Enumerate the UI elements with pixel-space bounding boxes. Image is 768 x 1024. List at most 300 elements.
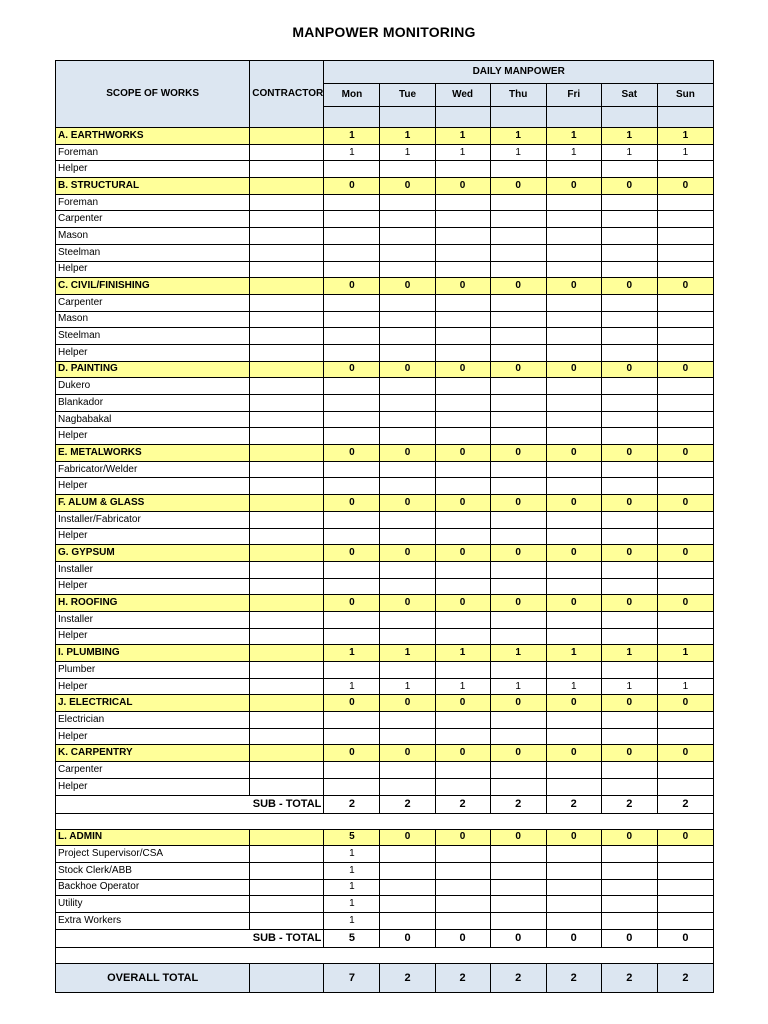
value-cell (380, 862, 435, 879)
contractor-cell (250, 578, 324, 595)
value-cell: 0 (435, 445, 490, 462)
value-cell (490, 862, 546, 879)
value-cell (324, 428, 380, 445)
value-cell (601, 311, 657, 328)
value-cell (380, 879, 435, 896)
contractor-cell (250, 461, 324, 478)
item-row (56, 144, 714, 161)
day-header-blank (324, 107, 380, 128)
value-cell (601, 478, 657, 495)
value-cell: 1 (324, 128, 380, 145)
contractor-cell (250, 695, 324, 712)
value-cell: 0 (380, 545, 435, 562)
value-cell (657, 478, 713, 495)
value-cell: 0 (435, 695, 490, 712)
value-cell (324, 528, 380, 545)
page-title: MANPOWER MONITORING (292, 24, 476, 40)
item-row (56, 662, 714, 679)
overall-total-value: 2 (380, 963, 435, 992)
value-cell: 0 (546, 361, 601, 378)
value-cell: 0 (546, 745, 601, 762)
value-cell: 0 (435, 361, 490, 378)
value-cell: 0 (601, 545, 657, 562)
value-cell (380, 511, 435, 528)
value-cell (657, 378, 713, 395)
value-cell: 1 (324, 879, 380, 896)
contractor-cell (250, 445, 324, 462)
value-cell: 0 (601, 178, 657, 195)
value-cell: 0 (546, 278, 601, 295)
manpower-table (55, 60, 714, 993)
value-cell: 0 (380, 695, 435, 712)
item-row-label: Helper (56, 628, 250, 645)
value-cell (546, 261, 601, 278)
value-cell (380, 912, 435, 929)
value-cell (546, 294, 601, 311)
value-cell (324, 712, 380, 729)
value-cell (657, 578, 713, 595)
value-cell (380, 244, 435, 261)
value-cell (435, 611, 490, 628)
value-cell (601, 395, 657, 412)
contractor-cell (250, 278, 324, 295)
value-cell (657, 611, 713, 628)
value-cell (435, 846, 490, 863)
value-cell (435, 411, 490, 428)
value-cell: 0 (324, 361, 380, 378)
value-cell (546, 912, 601, 929)
item-row-label: Dukero (56, 378, 250, 395)
value-cell (380, 294, 435, 311)
item-row-label: Helper (56, 261, 250, 278)
value-cell (380, 228, 435, 245)
item-row-label: Nagbabakal (56, 411, 250, 428)
value-cell (490, 728, 546, 745)
value-cell: 1 (324, 144, 380, 161)
value-cell (546, 228, 601, 245)
value-cell: 0 (435, 595, 490, 612)
item-row-label: Carpenter (56, 294, 250, 311)
value-cell: 0 (601, 361, 657, 378)
value-cell (657, 846, 713, 863)
day-header-tue: Tue (380, 84, 435, 107)
category-row-label: H. ROOFING (56, 595, 250, 612)
item-row-label: Installer/Fabricator (56, 511, 250, 528)
value-cell: 0 (324, 545, 380, 562)
category-row (56, 645, 714, 662)
item-row (56, 678, 714, 695)
category-row-label: G. GYPSUM (56, 545, 250, 562)
value-cell (435, 879, 490, 896)
subtotal-value: 2 (657, 795, 713, 813)
item-row (56, 228, 714, 245)
daily-manpower-header: DAILY MANPOWER (324, 61, 714, 84)
value-cell (490, 561, 546, 578)
value-cell: 1 (490, 678, 546, 695)
day-header-blank (657, 107, 713, 128)
item-row (56, 912, 714, 929)
value-cell (324, 778, 380, 795)
subtotal-value: 2 (601, 795, 657, 813)
value-cell: 0 (657, 278, 713, 295)
item-row (56, 728, 714, 745)
item-row-label: Steelman (56, 328, 250, 345)
item-row-label: Helper (56, 778, 250, 795)
value-cell (546, 478, 601, 495)
value-cell (435, 712, 490, 729)
item-row-label: Fabricator/Welder (56, 461, 250, 478)
value-cell (546, 628, 601, 645)
value-cell (380, 378, 435, 395)
value-cell (380, 896, 435, 913)
value-cell (601, 244, 657, 261)
value-cell (435, 862, 490, 879)
value-cell (657, 862, 713, 879)
value-cell (546, 728, 601, 745)
subtotal-value: 5 (324, 929, 380, 947)
item-row (56, 611, 714, 628)
contractor-cell (250, 128, 324, 145)
item-row-label: Helper (56, 478, 250, 495)
category-row-label: D. PAINTING (56, 361, 250, 378)
value-cell (601, 378, 657, 395)
item-row-label: Plumber (56, 662, 250, 679)
value-cell: 1 (435, 128, 490, 145)
contractor-cell (250, 561, 324, 578)
value-cell: 0 (380, 745, 435, 762)
value-cell (435, 778, 490, 795)
value-cell (490, 896, 546, 913)
value-cell (435, 344, 490, 361)
category-row (56, 829, 714, 846)
contractor-cell (250, 478, 324, 495)
day-header-blank (546, 107, 601, 128)
value-cell (380, 211, 435, 228)
value-cell: 0 (546, 829, 601, 846)
value-cell (490, 478, 546, 495)
value-cell: 0 (490, 278, 546, 295)
contractor-cell (250, 311, 324, 328)
overall-total-value: 7 (324, 963, 380, 992)
item-row-label: Helper (56, 578, 250, 595)
value-cell (490, 578, 546, 595)
category-row (56, 178, 714, 195)
value-cell: 1 (490, 128, 546, 145)
value-cell (546, 311, 601, 328)
subtotal-value: 0 (601, 929, 657, 947)
contractor-cell (250, 762, 324, 779)
value-cell: 0 (657, 545, 713, 562)
value-cell (601, 912, 657, 929)
value-cell (601, 611, 657, 628)
value-cell (380, 428, 435, 445)
value-cell (657, 411, 713, 428)
value-cell: 0 (601, 495, 657, 512)
item-row-label: Foreman (56, 194, 250, 211)
value-cell (546, 762, 601, 779)
value-cell: 0 (657, 445, 713, 462)
value-cell: 0 (490, 595, 546, 612)
value-cell: 1 (380, 645, 435, 662)
value-cell (380, 778, 435, 795)
value-cell (657, 561, 713, 578)
value-cell (657, 528, 713, 545)
value-cell (435, 578, 490, 595)
value-cell: 0 (657, 361, 713, 378)
value-cell: 0 (490, 361, 546, 378)
value-cell (324, 728, 380, 745)
subtotal-value: 0 (657, 929, 713, 947)
item-row (56, 161, 714, 178)
value-cell: 0 (546, 595, 601, 612)
value-cell (601, 561, 657, 578)
contractor-cell (250, 194, 324, 211)
item-row (56, 244, 714, 261)
category-row (56, 361, 714, 378)
value-cell (435, 628, 490, 645)
value-cell: 0 (490, 445, 546, 462)
value-cell (490, 628, 546, 645)
contractor-cell (250, 879, 324, 896)
contractor-cell (250, 778, 324, 795)
value-cell (657, 261, 713, 278)
item-row (56, 344, 714, 361)
value-cell (601, 628, 657, 645)
value-cell: 1 (324, 645, 380, 662)
overall-total-row (56, 963, 714, 992)
value-cell (490, 611, 546, 628)
item-row-label: Carpenter (56, 211, 250, 228)
overall-total-value: 2 (546, 963, 601, 992)
value-cell (601, 662, 657, 679)
value-cell: 0 (435, 178, 490, 195)
value-cell (657, 161, 713, 178)
value-cell (435, 228, 490, 245)
item-row-label: Helper (56, 678, 250, 695)
value-cell (435, 161, 490, 178)
value-cell (546, 395, 601, 412)
value-cell (324, 628, 380, 645)
contractor-cell (250, 912, 324, 929)
value-cell (324, 378, 380, 395)
subtotal-value: 0 (546, 929, 601, 947)
value-cell: 0 (657, 495, 713, 512)
category-row (56, 445, 714, 462)
value-cell (324, 161, 380, 178)
value-cell (601, 194, 657, 211)
contractor-cell (250, 611, 324, 628)
item-row (56, 846, 714, 863)
value-cell (490, 511, 546, 528)
value-cell (546, 778, 601, 795)
value-cell: 1 (657, 128, 713, 145)
value-cell: 0 (435, 829, 490, 846)
value-cell (657, 879, 713, 896)
contractor-cell (250, 662, 324, 679)
value-cell (546, 862, 601, 879)
value-cell (380, 411, 435, 428)
value-cell (380, 611, 435, 628)
value-cell (324, 461, 380, 478)
day-header-wed: Wed (435, 84, 490, 107)
value-cell (601, 428, 657, 445)
overall-total-value: 2 (435, 963, 490, 992)
item-row-label: Extra Workers (56, 912, 250, 929)
value-cell: 0 (324, 445, 380, 462)
value-cell (490, 328, 546, 345)
contractor-cell (250, 144, 324, 161)
value-cell (601, 228, 657, 245)
contractor-cell (250, 161, 324, 178)
value-cell (490, 662, 546, 679)
contractor-cell (250, 261, 324, 278)
contractor-cell (250, 211, 324, 228)
category-row-label: E. METALWORKS (56, 445, 250, 462)
value-cell: 0 (546, 178, 601, 195)
day-header-blank (490, 107, 546, 128)
value-cell: 1 (657, 144, 713, 161)
value-cell: 0 (380, 495, 435, 512)
item-row (56, 294, 714, 311)
value-cell (546, 578, 601, 595)
value-cell: 1 (546, 678, 601, 695)
value-cell: 0 (657, 695, 713, 712)
day-header-mon: Mon (324, 84, 380, 107)
value-cell (657, 344, 713, 361)
value-cell (380, 261, 435, 278)
value-cell: 1 (435, 144, 490, 161)
value-cell: 0 (601, 278, 657, 295)
value-cell: 1 (546, 128, 601, 145)
value-cell (657, 461, 713, 478)
value-cell: 1 (380, 144, 435, 161)
value-cell: 0 (380, 278, 435, 295)
day-header-sun: Sun (657, 84, 713, 107)
value-cell (380, 662, 435, 679)
contractor-cell (250, 829, 324, 846)
value-cell: 1 (380, 678, 435, 695)
contractor-cell (250, 344, 324, 361)
value-cell (490, 879, 546, 896)
contractor-cell (250, 745, 324, 762)
value-cell (601, 261, 657, 278)
value-cell: 0 (324, 745, 380, 762)
value-cell: 0 (490, 695, 546, 712)
category-row-label: C. CIVIL/FINISHING (56, 278, 250, 295)
value-cell (324, 511, 380, 528)
value-cell: 1 (601, 645, 657, 662)
value-cell (435, 311, 490, 328)
value-cell (657, 428, 713, 445)
blank-cell (56, 813, 714, 829)
value-cell: 0 (324, 278, 380, 295)
value-cell (546, 896, 601, 913)
overall-total-value: 2 (657, 963, 713, 992)
item-row-label: Electrician (56, 712, 250, 729)
value-cell (490, 161, 546, 178)
value-cell (380, 712, 435, 729)
item-row-label: Mason (56, 228, 250, 245)
value-cell: 0 (546, 445, 601, 462)
value-cell (490, 912, 546, 929)
contractor-cell (250, 244, 324, 261)
value-cell (435, 662, 490, 679)
contractor-cell (250, 963, 324, 992)
value-cell: 0 (657, 595, 713, 612)
value-cell (324, 328, 380, 345)
contractor-cell (250, 378, 324, 395)
value-cell (546, 328, 601, 345)
value-cell: 0 (546, 545, 601, 562)
value-cell (324, 261, 380, 278)
value-cell (324, 211, 380, 228)
value-cell: 0 (380, 361, 435, 378)
subtotal-value: 2 (490, 795, 546, 813)
value-cell (324, 311, 380, 328)
overall-total-value: 2 (490, 963, 546, 992)
value-cell (546, 879, 601, 896)
value-cell: 5 (324, 829, 380, 846)
value-cell (380, 311, 435, 328)
value-cell: 1 (324, 846, 380, 863)
item-row (56, 478, 714, 495)
value-cell (324, 611, 380, 628)
overall-total-value: 2 (601, 963, 657, 992)
value-cell (601, 762, 657, 779)
category-row (56, 595, 714, 612)
value-cell (380, 561, 435, 578)
item-row (56, 395, 714, 412)
value-cell (380, 328, 435, 345)
contractor-cell (250, 678, 324, 695)
item-row-label: Carpenter (56, 762, 250, 779)
value-cell (490, 228, 546, 245)
value-cell: 0 (324, 178, 380, 195)
item-row (56, 411, 714, 428)
value-cell (657, 328, 713, 345)
value-cell (601, 578, 657, 595)
day-header-blank (380, 107, 435, 128)
value-cell (601, 211, 657, 228)
item-row (56, 528, 714, 545)
contractor-cell (250, 645, 324, 662)
value-cell (657, 311, 713, 328)
value-cell: 0 (435, 278, 490, 295)
contractor-cell (250, 428, 324, 445)
value-cell (490, 428, 546, 445)
value-cell (435, 896, 490, 913)
contractor-cell (250, 528, 324, 545)
contractor-cell (250, 328, 324, 345)
value-cell (490, 261, 546, 278)
value-cell: 1 (380, 128, 435, 145)
subtotal-label: SUB - TOTAL (56, 929, 324, 947)
value-cell (490, 294, 546, 311)
value-cell (435, 428, 490, 445)
item-row (56, 628, 714, 645)
day-header-sat: Sat (601, 84, 657, 107)
value-cell (435, 762, 490, 779)
value-cell (657, 244, 713, 261)
value-cell (546, 662, 601, 679)
value-cell (380, 578, 435, 595)
value-cell (657, 728, 713, 745)
contractor-cell (250, 846, 324, 863)
item-row (56, 511, 714, 528)
item-row-label: Installer (56, 561, 250, 578)
value-cell (601, 879, 657, 896)
value-cell (601, 328, 657, 345)
